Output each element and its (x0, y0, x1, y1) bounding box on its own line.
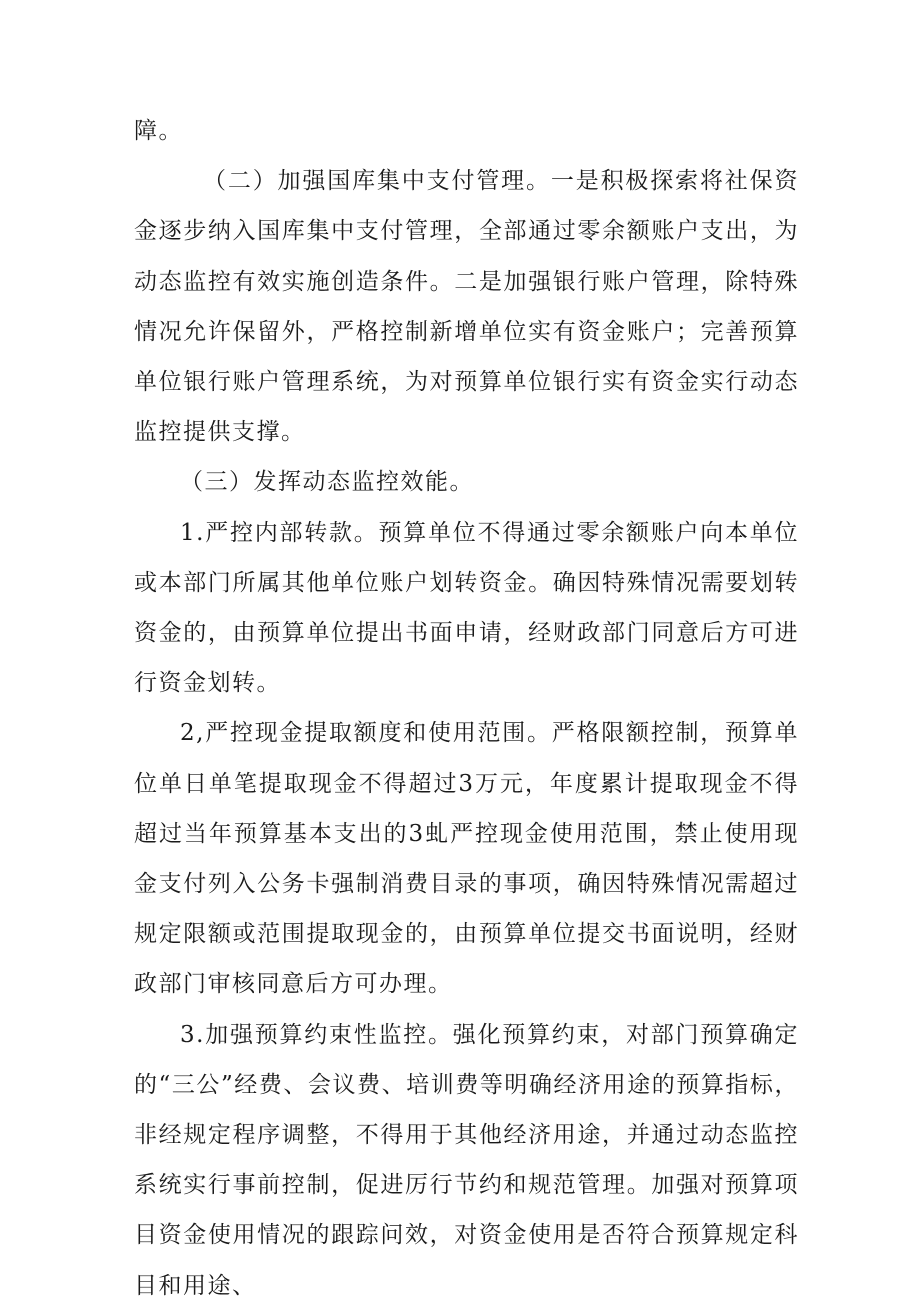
paragraph-treasury-payment: （二）加强国库集中支付管理。一是积极探索将社保资金逐步纳入国库集中支付管理，全部通过零余额账户支出，为动态监控有效实施创造条件。二是加强银行账户管理，除特殊情况允许保留外，严格控制新增单位实有资金账户；完善预算单位银行账户管理系统，为对预算单位银行实有资金实行动态监控提供支撑。 (134, 168, 799, 446)
document-body (134, 106, 799, 1311)
paragraph-continuation: 障。 (134, 118, 183, 144)
paragraph-budget-constraint: 3.加强预算约束性监控。强化预算约束，对部门预算确定的“三公”经费、会议费、培训费等明确经济用途的预算指标，非经规定程序调整，不得用于其他经济用途，并通过动态监控系统实行事前控制，促进厉行节约和规范管理。加强对预算项目资金使用情况的跟踪问效，对资金使用是否符合预算规定科目和用途、 (134, 1021, 799, 1299)
section-heading-monitoring: （三）发挥动态监控效能。 (180, 469, 474, 496)
paragraph-internal-transfer: 1.严控内部转款。预算单位不得通过零余额账户向本单位或本部门所属其他单位账户划转资金。确因特殊情况需要划转资金的，由预算单位提出书面申请，经财政部门同意后方可进行资金划转。 (134, 519, 799, 697)
paragraph-cash-withdrawal: 2,严控现金提取额度和使用范围。严格限额控制，预算单位单日单笔提取现金不得超过3万元，年度累计提取现金不得超过当年预算基本支出的3虬严控现金使用范围，禁止使用现金支付列入公务卡强制消费目录的事项，确因特殊情况需超过规定限额或范围提取现金的，由预算单位提交书面说明，经财政部门审核同意后方可办理。 (134, 720, 799, 998)
